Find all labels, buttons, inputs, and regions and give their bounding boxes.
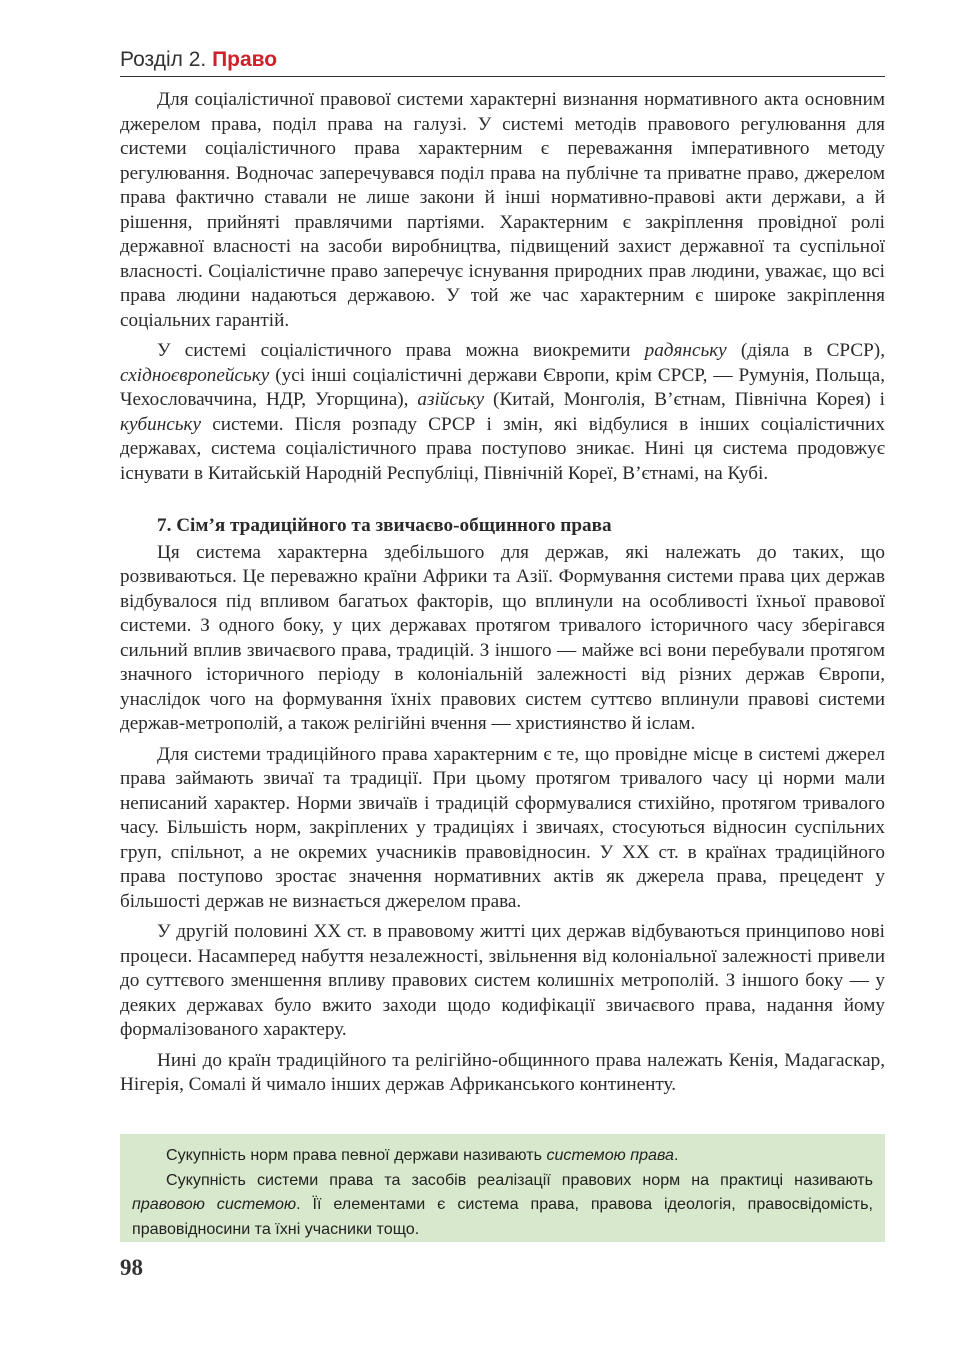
summary-box bbox=[120, 1134, 885, 1242]
term-legal-system: правовою системою bbox=[132, 1195, 297, 1213]
section-heading: 7. Сім’я традиційного та звичаєво-общинного права bbox=[157, 515, 612, 536]
paragraph-traditional-countries: Нині до країн традиційного та релігійно-общинного права належать Кенія, Мадагаскар, Нігерія, Сомалі й чимало інших держав Африканського континенту. bbox=[120, 1049, 885, 1095]
paragraph-traditional-changes: У другій половині XX ст. в правовому житті цих держав відбуваються принципово нові процеси. Насамперед набуття незалежності, звільнення від колоніальної залежності привели до суттєвого зменшення впливу правових систем колишніх метрополій. З іншого боку — у деяких державах було вжито заходи щодо кодифікації звичаєвого права, надання йому формалізованого характеру. bbox=[120, 921, 885, 1040]
running-header bbox=[120, 46, 885, 77]
paragraph-traditional-intro: Ця система характерна здебільшого для держав, які належать до таких, що розвиваються. Це переважно країни Африки та Азії. Формування системи права цих держав відбувалося під впливом багатьох факторів, що вплинули на особливості їхньої правової системи. З одного боку, у цих державах протягом тривалого історичного часу зберігався сильний вплив звичаєвого права, традицій. З іншого — майже всі вони перебували протягом значного історичного періоду в колоніальній залежності від різних держав Європи, унаслідок чого на формування їхніх правових систем суттєво вплинули правові системи держав-метрополій, а також релігійні вчення — християнство й іслам. bbox=[120, 541, 885, 734]
paragraph-socialist-features: Для соціалістичної правової системи характерні визнання нормативного акта основним джерелом права, поділ права на галузі. У системі методів правового регулювання для системи соціалістичного права характерним є переважання імперативного методу регулювання. Водночас заперечувався поділ права на публічне та приватне право, джерелом права фактично ставали не лише закони й інші нормативно-правові акти держави, а й рішення, прийняті правлячими партіями. Характерним є закріплення провідної ролі державної власності на засоби виробництва, підвищений захист державної та суспільної власності. Соціалістичне право заперечує існування природних прав людини, уважає, що всі права людини надаються державою. У той же час характерним є широке закріплення соціальних гарантій. bbox=[120, 89, 885, 331]
main-text bbox=[120, 88, 885, 1098]
term-cuban: кубинську bbox=[120, 413, 201, 435]
term-system-of-law: системою права bbox=[546, 1146, 674, 1164]
chapter-label: Розділ 2. bbox=[120, 48, 207, 71]
paragraph-socialist-subsystems: У системі соціалістичного права можна виокремити радянську (діяла в СРСР), східноєвропейську (усі інші соціалістичні держави Європи, крім СРСР, — Румунія, Польща, Чехословаччина, НДР, Угорщина), азійську (Китай, Монголія, В’єтнам, Північна Корея) і кубинську системи. Після розпаду СРСР і змін, які відбулися в інших соціалістичних державах, система соціалістичного права поступово зникає. Нині ця система продовжує існувати в Китайській Народній Республіці, Північній Кореї, В’єтнамі, на Кубі. bbox=[120, 340, 885, 484]
term-asian: азійську bbox=[417, 389, 485, 410]
page-number: 98 bbox=[120, 1255, 143, 1280]
term-east-european: східноєвропейську bbox=[120, 364, 270, 386]
chapter-subject: Право bbox=[212, 48, 278, 71]
term-soviet: радянську bbox=[644, 340, 727, 361]
summary-definition-1: Сукупність норм права певної держави називають системою права. bbox=[166, 1146, 679, 1164]
summary-definition-2: Сукупність системи права та засобів реалізації правових норм на практиці називають правовою системою. Її елементами є система права, правова ідеологія, правосвідомість, правовідносини та їхні учасники тощо. bbox=[132, 1170, 874, 1238]
paragraph-traditional-sources: Для системи традиційного права характерним є те, що провідне місце в системі джерел права займають звичаї та традиції. При цьому протягом тривалого часу ці норми мали неписаний характер. Норми звичаїв і традицій сформувалися стихійно, протягом тривалого часу. Більшість норм, закріплених у традиціях і звичаях, стосуються відносин суспільних груп, спільнот, а не окремих учасників правовідносин. У XX ст. в країнах традиційного права поступово зростає значення нормативних актів як джерела права, прецедент у більшості держав не визнається джерелом права. bbox=[120, 743, 885, 912]
